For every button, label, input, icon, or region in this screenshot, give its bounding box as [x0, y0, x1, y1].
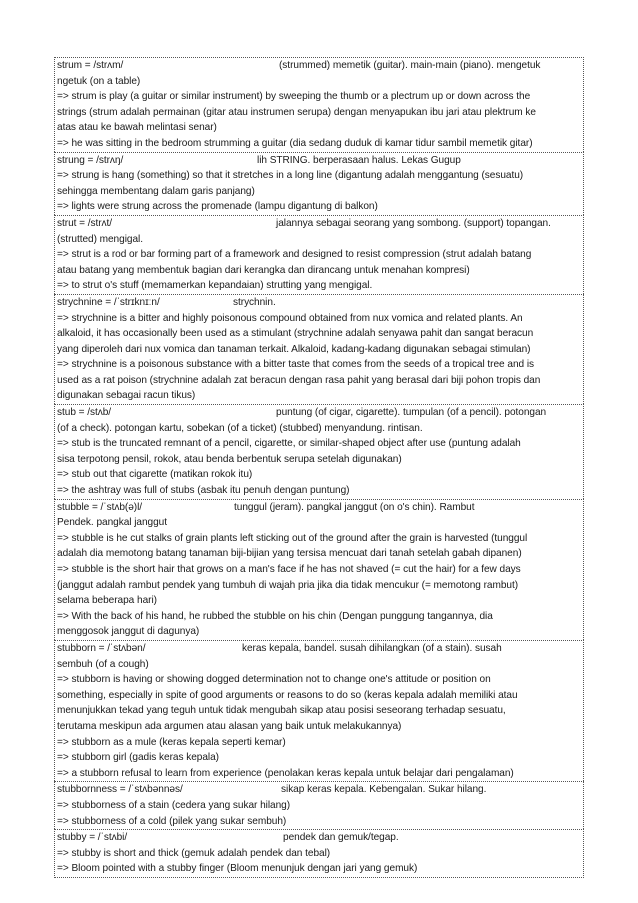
entry-text-line: => strut is a rod or bar forming part of a framework and designed to resist compression (strut adalah batang — [57, 249, 532, 261]
entry-text-line: digunakan sebagai racun tikus) — [57, 390, 196, 402]
entry-text-line: selama beberapa hari) — [57, 595, 157, 607]
entry-text-line: terutama meskipun ada argumen atau alasan yang baik untuk melakukannya) — [57, 720, 402, 732]
entry-text-line: sembuh (of a cough) — [57, 658, 149, 670]
entry-text-line: => strum is play (a guitar or similar instrument) by sweeping the thumb or a plectrum up or down across the — [57, 91, 531, 103]
entry-text-line: => stubborn as a mule (keras kepala seperti kemar) — [57, 736, 286, 748]
entry-headline — [57, 295, 583, 311]
entry-text-line: => the ashtray was full of stubs (asbak itu penuh dengan puntung) — [57, 485, 350, 497]
entry-text-line: => stubborness of a cold (pilek yang sukar sembuh) — [57, 815, 287, 827]
entry-text-line: (of a check). potongan kartu, sobekan (of a ticket) (stubbed) menyandung. rintisan. — [57, 422, 423, 434]
entry-text-line: => Bloom pointed with a stubby finger (Bloom menunjuk dengan jari yang gemuk) — [57, 863, 418, 875]
dictionary-page — [54, 57, 584, 878]
entry-gloss: pendek dan gemuk/tegap. — [283, 832, 399, 844]
entry-text-line: => lights were strung across the promenade (lampu digantung di balkon) — [57, 201, 378, 213]
entry-text-line: => strychnine is a poisonous substance with a bitter taste that comes from the seeds of a tropical tree and is — [57, 359, 535, 371]
entry-text-line: strings (strum adalah permainan (gitar atau instrumen serupa) dengan menyapukan ibu jari atau plektrum ke — [57, 106, 536, 118]
entry-headline — [57, 216, 583, 232]
dictionary-entry — [54, 781, 584, 829]
entry-headword: stub = /stʌb/ — [57, 407, 112, 419]
entry-text-line: => strychnine is a bitter and highly poisonous compound obtained from nux vomica and related plants. An — [57, 312, 523, 324]
entry-text-line: => stubby is short and thick (gemuk adalah pendek dan tebal) — [57, 847, 331, 859]
dictionary-entry — [54, 152, 584, 215]
dictionary-entry — [54, 57, 584, 152]
entry-text-line: Pendek. pangkal janggut — [57, 517, 167, 529]
entry-text-line: => stub is the truncated remnant of a pencil, cigarette, or similar-shaped object after use (puntung adalah — [57, 438, 521, 450]
entry-headword: stubby = /ˈstʌbi/ — [57, 832, 128, 844]
entry-headword: stubble = /ˈstʌb(ə)l/ — [57, 501, 143, 513]
entry-text-line: => to strut o's stuff (memamerkan kepandaian) strutting yang mengigal. — [57, 280, 373, 292]
entry-headline — [57, 782, 583, 798]
entry-headword: stubborn = /ˈstʌbən/ — [57, 642, 146, 654]
entry-text-line: => stub out that cigarette (matikan rokok itu) — [57, 469, 253, 481]
entry-text-line: => he was sitting in the bedroom strumming a guitar (dia sedang duduk di kamar tidur sambil memetik gitar) — [57, 137, 533, 149]
entry-gloss: sikap keras kepala. Kebengalan. Sukar hilang. — [281, 784, 487, 796]
entry-text-line: used as a rat poison (strychnine adalah zat beracun dengan rasa pahit yang berasal dari biji pohon tropis dan — [57, 374, 541, 386]
entry-headword: strum = /strʌm/ — [57, 60, 124, 71]
entry-headline — [57, 58, 583, 74]
entry-gloss: strychnin. — [233, 296, 276, 308]
entry-text-line: something, especially in spite of good arguments or reasons to do so (keras kepala adalah memiliki atau — [57, 689, 518, 701]
entry-text-line: menunjukkan tekad yang teguh untuk tidak mengubah sikap atau posisi seseorang terhadap sesuatu, — [57, 705, 506, 717]
dictionary-entry — [54, 215, 584, 294]
entry-headline — [57, 500, 583, 516]
entry-gloss: puntung (of cigar, cigarette). tumpulan (of a pencil). potongan — [276, 407, 547, 419]
entry-text-line: => strung is hang (something) so that it stretches in a long line (digantung adalah menggantung (sesuatu) — [57, 170, 524, 182]
entry-text-line: => a stubborn refusal to learn from experience (penolakan keras kepala untuk belajar dari pengalaman) — [57, 767, 514, 779]
entry-headline — [57, 153, 583, 169]
entry-gloss: tunggul (jeram). pangkal janggut (on o's chin). Rambut — [234, 501, 475, 513]
entry-text-line: yang diperoleh dari nux vomica dan tanaman terkait. Alkaloid, kadang-kadang digunakan sebagai stimulan) — [57, 343, 531, 355]
entry-headline — [57, 830, 583, 846]
entry-headword: strung = /strʌŋ/ — [57, 154, 124, 166]
entry-text-line: atas atau ke bawah melintasi senar) — [57, 122, 217, 134]
entry-gloss: keras kepala, bandel. susah dihilangkan (of a stain). susah — [242, 642, 502, 654]
entry-gloss: lih STRING. berperasaan halus. Lekas Gugup — [257, 154, 461, 166]
dictionary-entry — [54, 829, 584, 878]
entry-headword: stubbornness = /ˈstʌbənnəs/ — [57, 784, 183, 796]
entry-text-line: => stubborn girl (gadis keras kepala) — [57, 752, 219, 764]
entry-text-line: sisa terpotong pensil, rokok, atau benda berbentuk serupa setelah digunakan) — [57, 453, 402, 465]
dictionary-entry — [54, 294, 584, 404]
dictionary-entry — [54, 404, 584, 499]
entry-gloss: (strummed) memetik (guitar). main-main (piano). mengetuk — [279, 60, 541, 71]
entry-gloss: jalannya sebagai seorang yang sombong. (support) topangan. — [276, 217, 551, 229]
entry-text-line: => stubble is the short hair that grows on a man's face if he has not shaved (= cut the hair) for a few days — [57, 564, 521, 575]
entry-headword: strut = /strʌt/ — [57, 217, 113, 229]
entry-headword: strychnine = /ˈstrɪknɪːn/ — [57, 296, 160, 308]
entry-text-line: adalah dia memotong batang tanaman biji-bijian yang tersisa mencuat dari tanah setelah gabah dipanen) — [57, 548, 522, 560]
dictionary-entry — [54, 499, 584, 640]
entry-text-line: (strutted) mengigal. — [57, 233, 143, 245]
entry-text-line: atau batang yang membentuk bagian dari kerangka dan dirancang untuk menahan kompresi) — [57, 264, 470, 276]
entry-text-line: => stubborn is having or showing dogged determination not to change one's attitude or position on — [57, 674, 491, 686]
entry-text-line: => With the back of his hand, he rubbed the stubble on his chin (Dengan punggung tangannya, dia — [57, 610, 493, 622]
entry-headline — [57, 641, 583, 657]
entry-text-line: menggosok janggut di dagunya) — [57, 626, 200, 638]
entry-text-line: ngetuk (on a table) — [57, 75, 141, 87]
entry-text-line: => stubble is he cut stalks of grain plants left sticking out of the ground after the grain is harvested (tunggul — [57, 532, 528, 544]
entry-text-line: sehingga membentang dalam garis panjang) — [57, 185, 255, 197]
entry-text-line: => stubborness of a stain (cedera yang sukar hilang) — [57, 799, 291, 811]
entry-headline — [57, 405, 583, 421]
dictionary-entry — [54, 640, 584, 781]
entry-text-line: (janggut adalah rambut pendek yang tumbuh di wajah pria jika dia tidak mencukur (= memotong rambut) — [57, 579, 519, 591]
entry-text-line: alkaloid, it has occasionally been used as a stimulant (strychnine adalah senyawa pahit dan sangat beracun — [57, 328, 534, 340]
